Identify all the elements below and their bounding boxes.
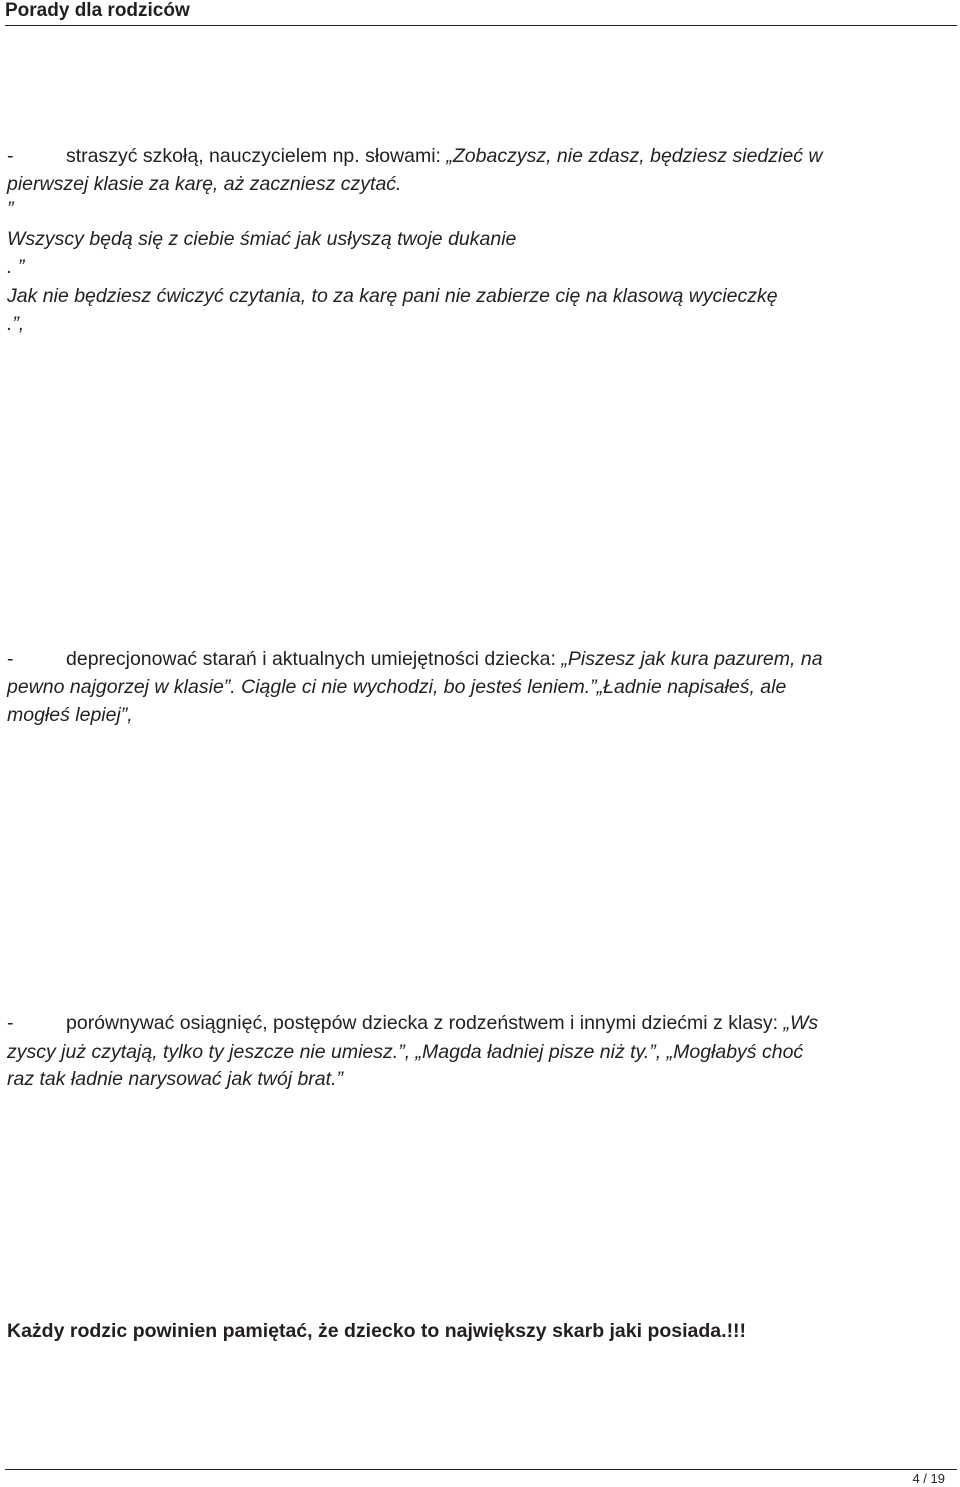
s3-line-1 <box>7 1011 818 1035</box>
s1-line-7: .”, <box>7 313 25 335</box>
s2-line-1-plain: deprecjonować starań i aktualnych umiejętności dziecka: <box>66 648 562 670</box>
page-header-title: Porady dla rodziców <box>5 0 190 21</box>
s1-line-2: pierwszej klasie za karę, aż zaczniesz czytać. <box>7 173 402 195</box>
s1-line-1-plain: straszyć szkołą, nauczycielem np. słowami: <box>66 145 447 167</box>
s1-line-3: ” <box>7 198 14 220</box>
s3-bullet-dash: - <box>7 1012 14 1034</box>
header-divider <box>5 25 957 26</box>
s1-line-5: . ” <box>7 256 25 278</box>
s2-bullet-dash: - <box>7 648 14 670</box>
page-number: 4 / 19 <box>912 1471 945 1486</box>
s2-line-2: pewno najgorzej w klasie”. Ciągle ci nie wychodzi, bo jesteś leniem.”„Ładnie napisałeś, ale <box>7 676 787 698</box>
s1-line-1-quote: „Zobaczysz, nie zdasz, będziesz siedzieć w <box>446 145 823 167</box>
s3-line-3: raz tak ładnie narysować jak twój brat.” <box>7 1068 343 1090</box>
conclusion-text: Każdy rodzic powinien pamiętać, że dziecko to największy skarb jaki posiada.!!! <box>7 1320 747 1342</box>
s3-line-1-quote: „Ws <box>783 1012 819 1034</box>
s1-line-1 <box>7 144 822 168</box>
s3-line-2: zyscy już czytają, tylko ty jeszcze nie umiesz.”, „Magda ładniej pisze niż ty.”, „Mogłabyś choć <box>7 1041 804 1063</box>
footer-divider <box>5 1469 957 1470</box>
s2-line-1-quote: „Piszesz jak kura pazurem, na <box>561 648 823 670</box>
s3-line-1-plain: porównywać osiągnięć, postępów dziecka z rodzeństwem i innymi dziećmi z klasy: <box>66 1012 784 1034</box>
s2-line-1 <box>7 647 823 671</box>
s2-line-3: mogłeś lepiej”, <box>7 704 133 726</box>
s1-line-4: Wszyscy będą się z ciebie śmiać jak usłyszą twoje dukanie <box>7 228 517 250</box>
s1-bullet-dash: - <box>7 145 14 167</box>
s1-line-6: Jak nie będziesz ćwiczyć czytania, to za karę pani nie zabierze cię na klasową wycieczkę <box>7 285 778 307</box>
